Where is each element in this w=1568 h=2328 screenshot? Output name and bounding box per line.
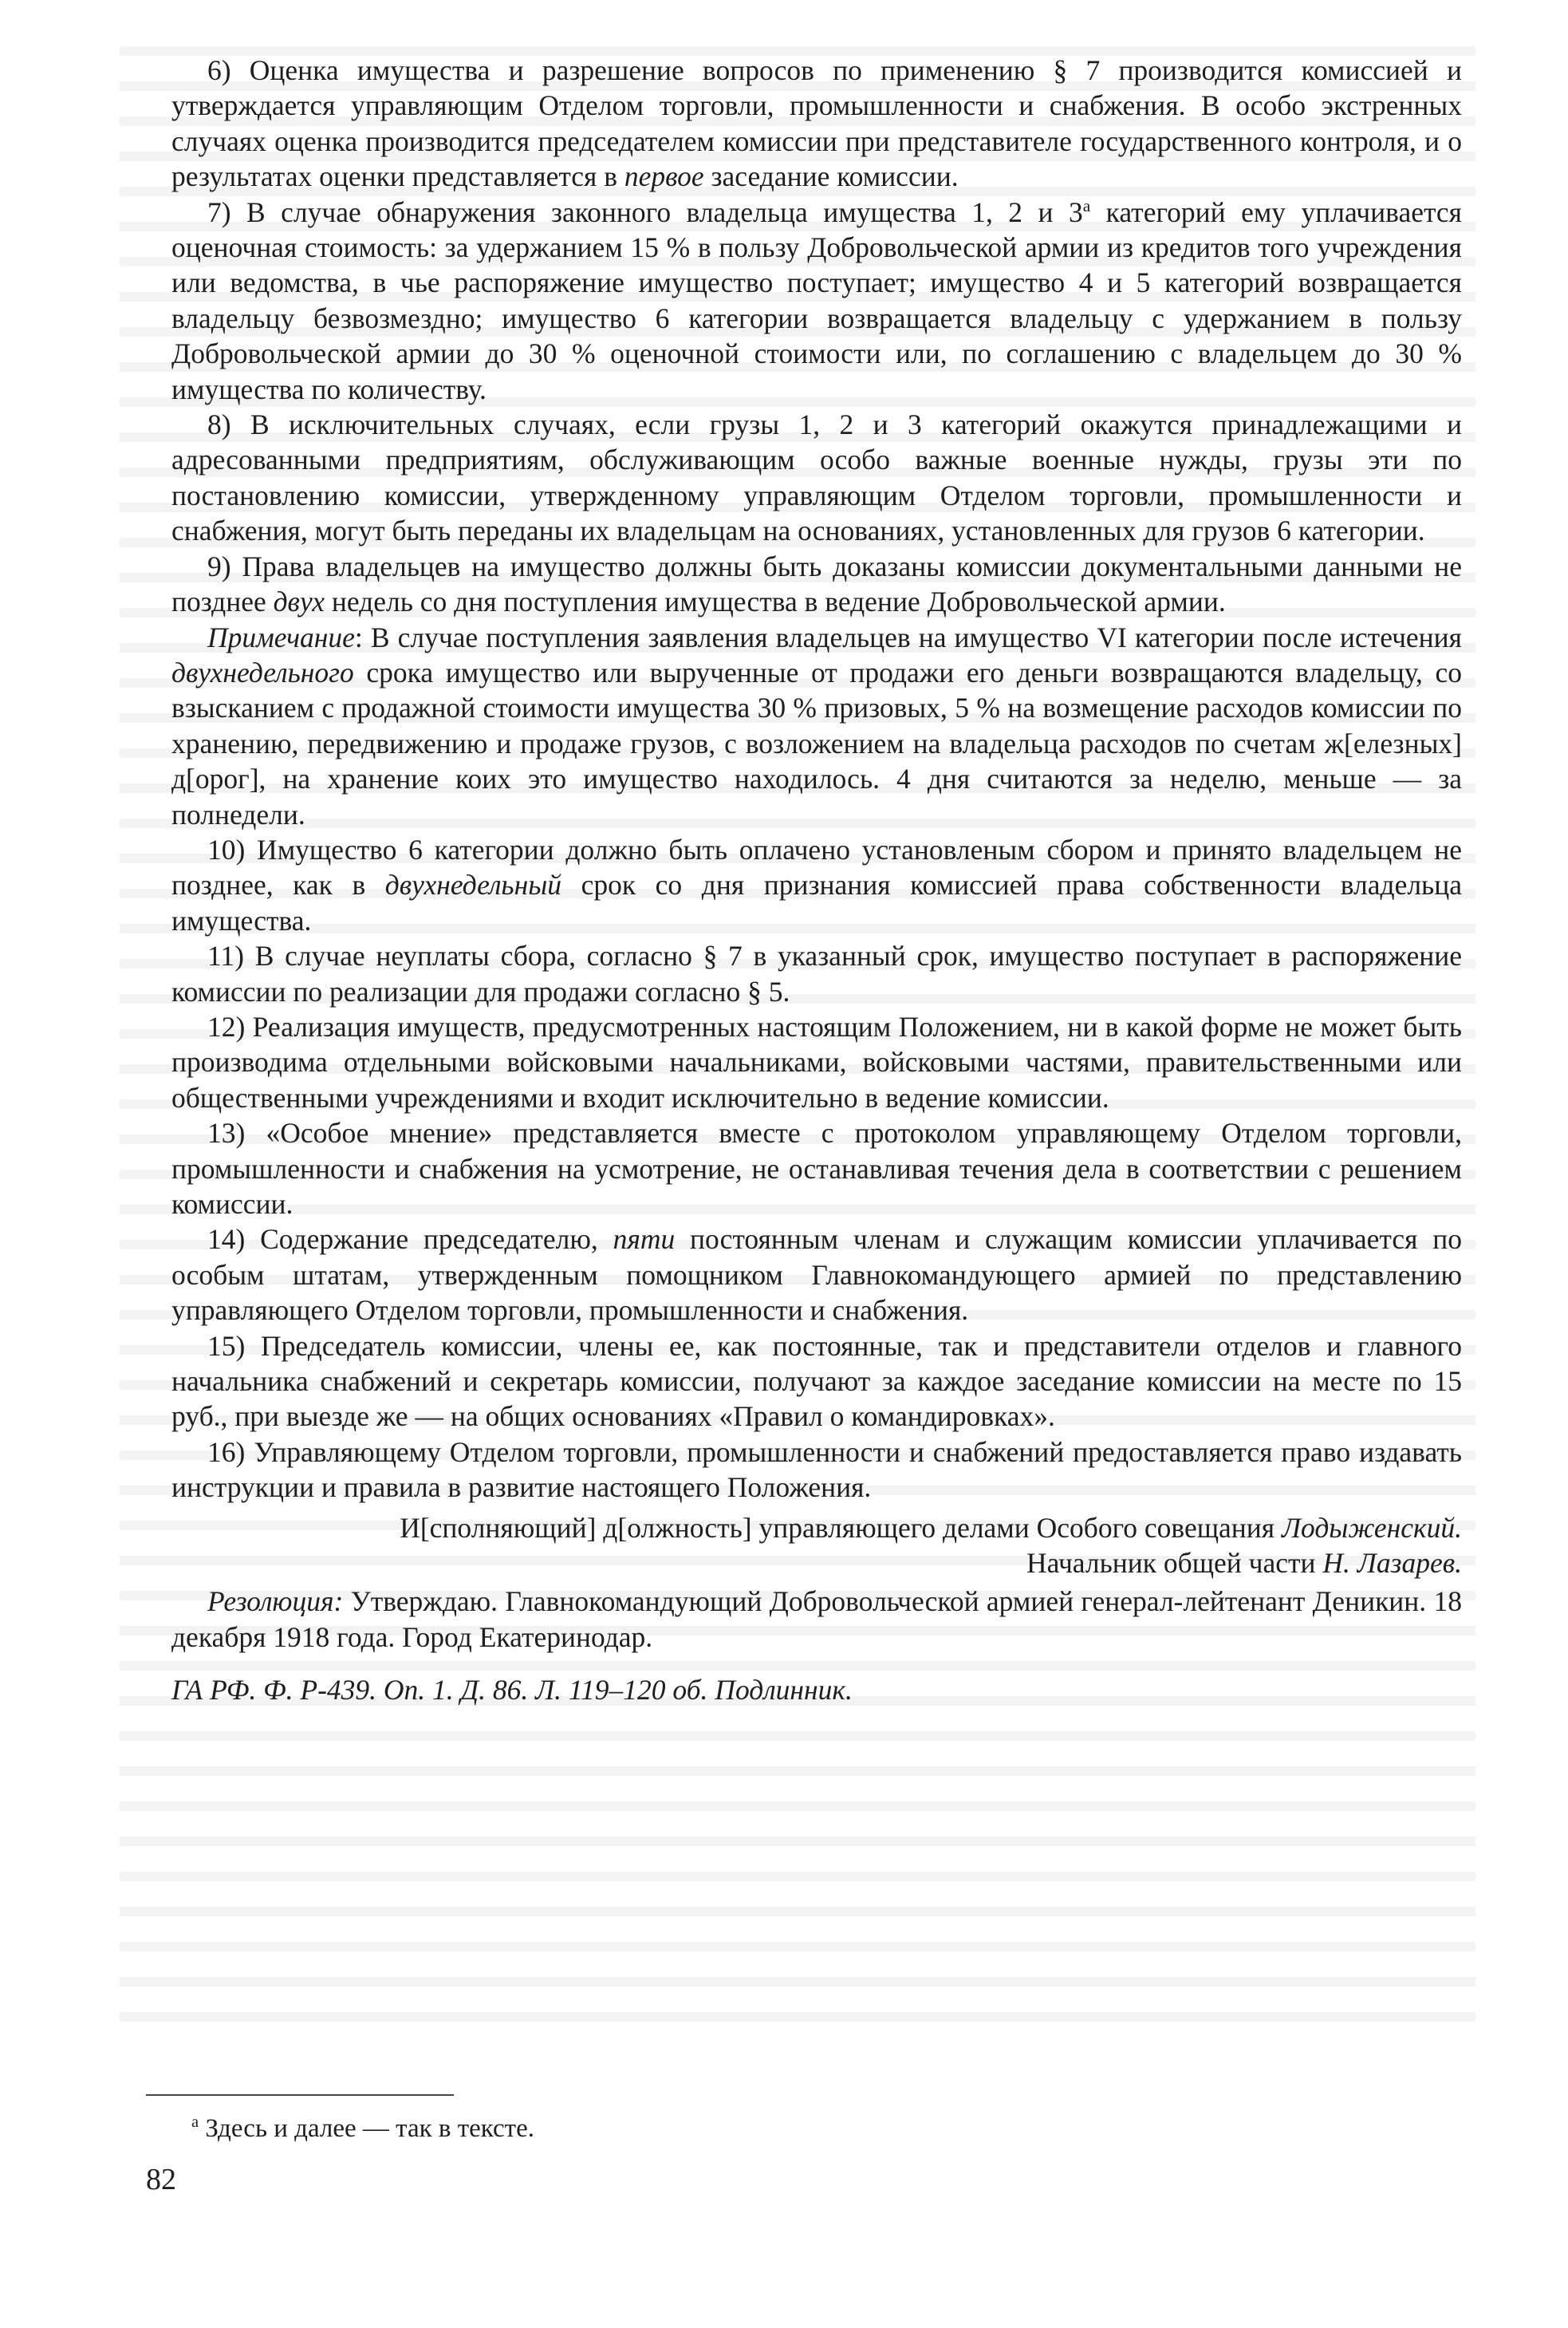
paragraph-p11 [171, 938, 1462, 1009]
paragraph-p9 [171, 549, 1462, 620]
paragraph-p7 [171, 195, 1462, 407]
footnote-marker: а [191, 2113, 199, 2131]
paragraph-p10 [171, 832, 1462, 938]
signature-line [171, 1510, 1462, 1545]
paragraph-text: срок со дня признания комиссией права собственности владельца имущества. [171, 869, 1462, 937]
signature-line [171, 1545, 1462, 1580]
italic-emphasis: двухнедельного [171, 656, 354, 689]
paragraph-text: 13) «Особое мнение» представляется вместе с протоколом управляющему Отделом торговли, промышленности и снабжения на усмотрение, не останавливая течения дела в соответствии с решением комиссии. [171, 1117, 1462, 1220]
paragraph-text: постоянным членам и служащим комиссии уплачивается по особым штатам, утвержденным помощником Главнокомандующего армией по представлению управляющего Отделом торговли, промышленности и снабжения. [171, 1223, 1462, 1327]
paragraph-text: 6) Оценка имущества и разрешение вопросов по применению § 7 производится комиссией и утверждается управляющим Отделом торговли, промышленности и снабжения. В особо экстренных случаях оценка производится председателем комиссии при представителе государственного контроля, и о результатах оценки представляется в [171, 54, 1462, 193]
signature-name: Лодыженский. [1282, 1511, 1462, 1544]
page-number: 82 [146, 2163, 176, 2196]
signature-role: Начальник общей части [1026, 1547, 1323, 1580]
archive-reference-text: ГА РФ. Ф. Р-439. Оп. 1. Д. 86. Л. 119–120 об. Подлинник. [171, 1674, 853, 1707]
paragraph-text: 16) Управляющему Отделом торговли, промышленности и снабжений предоставляется право издавать инструкции и правила в развитие настоящего Положения. [171, 1435, 1462, 1504]
paragraph-text: 14) Содержание председателю, [207, 1223, 613, 1256]
paragraph-text: 11) В случае неуплаты сбора, согласно § 7 в указанный срок, имущество поступает в распоряжение комиссии по реализации для продажи согласно § 5. [171, 940, 1462, 1008]
paragraph-p6 [171, 53, 1462, 195]
paragraph-p14 [171, 1221, 1462, 1328]
signature-name: Н. Лазарев. [1322, 1547, 1462, 1580]
footnote-text: Здесь и далее — так в тексте. [199, 2114, 534, 2143]
paragraph-text: категорий ему уплачивается оценочная стоимость: за удержанием 15 % в пользу Добровольческой армии из кредитов того учреждения или ведомства, в чье распоряжение имущество поступает; имущество 4 и 5 категорий возвращается владельцу безвозмездно; имущество 6 категории возвращается владельцу с удержанием в пользу Добровольческой армии до 30 % оценочной стоимости или, по соглашению с владельцем до 30 % имущества по количеству. [171, 195, 1462, 405]
paragraph-list [171, 53, 1462, 1505]
paragraph-text: : В случае поступления заявления владельцев на имущество VI категории после истечения [354, 621, 1462, 653]
paragraph-text: 12) Реализация имуществ, предусмотренных настоящим Положением, ни в какой форме не может быть производима отдельными войсковыми начальниками, войсковыми частями, правительственными или общественными учреждениями и входит исключительно в ведение комиссии. [171, 1010, 1462, 1114]
paragraph-p13 [171, 1115, 1462, 1221]
paragraph-text: 7) В случае обнаружения законного владельца имущества 1, 2 и 3 [207, 195, 1083, 228]
italic-emphasis: двухнедельный [384, 869, 561, 902]
paragraph-p16 [171, 1434, 1462, 1505]
paragraph-text: 15) Председатель комиссии, члены ее, как постоянные, так и представители отделов и главного начальника снабжений и секретарь комиссии, получают за каждое заседание комиссии на месте по 15 руб., при выезде же — на общих основаниях «Правил о командировках». [171, 1329, 1462, 1433]
paragraph-p15 [171, 1328, 1462, 1434]
paragraph-text: заседание комиссии. [703, 160, 959, 193]
resolution-text: Утверждаю. Главнокомандующий Добровольческой армией генерал-лейтенант Деникин. 18 декабря 1918 года. Город Екатеринодар. [171, 1585, 1462, 1653]
archive-reference [171, 1672, 1462, 1707]
paragraph-note [171, 620, 1462, 832]
footnote-reference: а [1082, 195, 1091, 215]
paragraph-p8 [171, 407, 1462, 549]
document-body [171, 53, 1462, 1708]
signature-role: И[сполняющий] д[олжность] управляющего делами Особого совещания [400, 1511, 1282, 1544]
italic-emphasis: Примечание [207, 621, 355, 653]
italic-emphasis: первое [624, 160, 704, 193]
paragraph-text: 9) Права владельцев на имущество должны быть доказаны комиссии документальными данными не позднее [171, 550, 1462, 618]
paragraph-text: недель со дня поступления имущества в ведение Добровольческой армии. [325, 586, 1226, 618]
footnote [191, 2113, 534, 2145]
footnote-divider [146, 2094, 454, 2096]
italic-emphasis: пяти [613, 1223, 676, 1256]
paragraph-p12 [171, 1009, 1462, 1115]
italic-emphasis: двух [273, 586, 325, 618]
resolution [171, 1584, 1462, 1655]
resolution-label: Резолюция: [207, 1585, 344, 1618]
paragraph-text: 10) Имущество 6 категории должно быть оплачено установленым сбором и принято владельцем не позднее, как в [171, 833, 1462, 902]
paragraph-text: 8) В исключительных случаях, если грузы 1, 2 и 3 категорий окажутся принадлежащими и адресованными предприятиям, обслуживающим особо важные военные нужды, грузы эти по постановлению комиссии, утвержденному управляющим Отделом торговли, промышленности и снабжения, могут быть переданы их владельцам на основаниях, установленных для грузов 6 категории. [171, 408, 1462, 547]
paragraph-text: срока имущество или вырученные от продажи его деньги возвращаются владельцу, со взысканием с продажной стоимости имущества 30 % призовых, 5 % на возмещение расходов комиссии по хранению, передвижению и продаже грузов, с возложением на владельца расходов по счетам ж[елезных] д[орог], на хранение коих это имущество находилось. 4 дня считаются за неделю, меньше — за полнедели. [171, 656, 1462, 831]
